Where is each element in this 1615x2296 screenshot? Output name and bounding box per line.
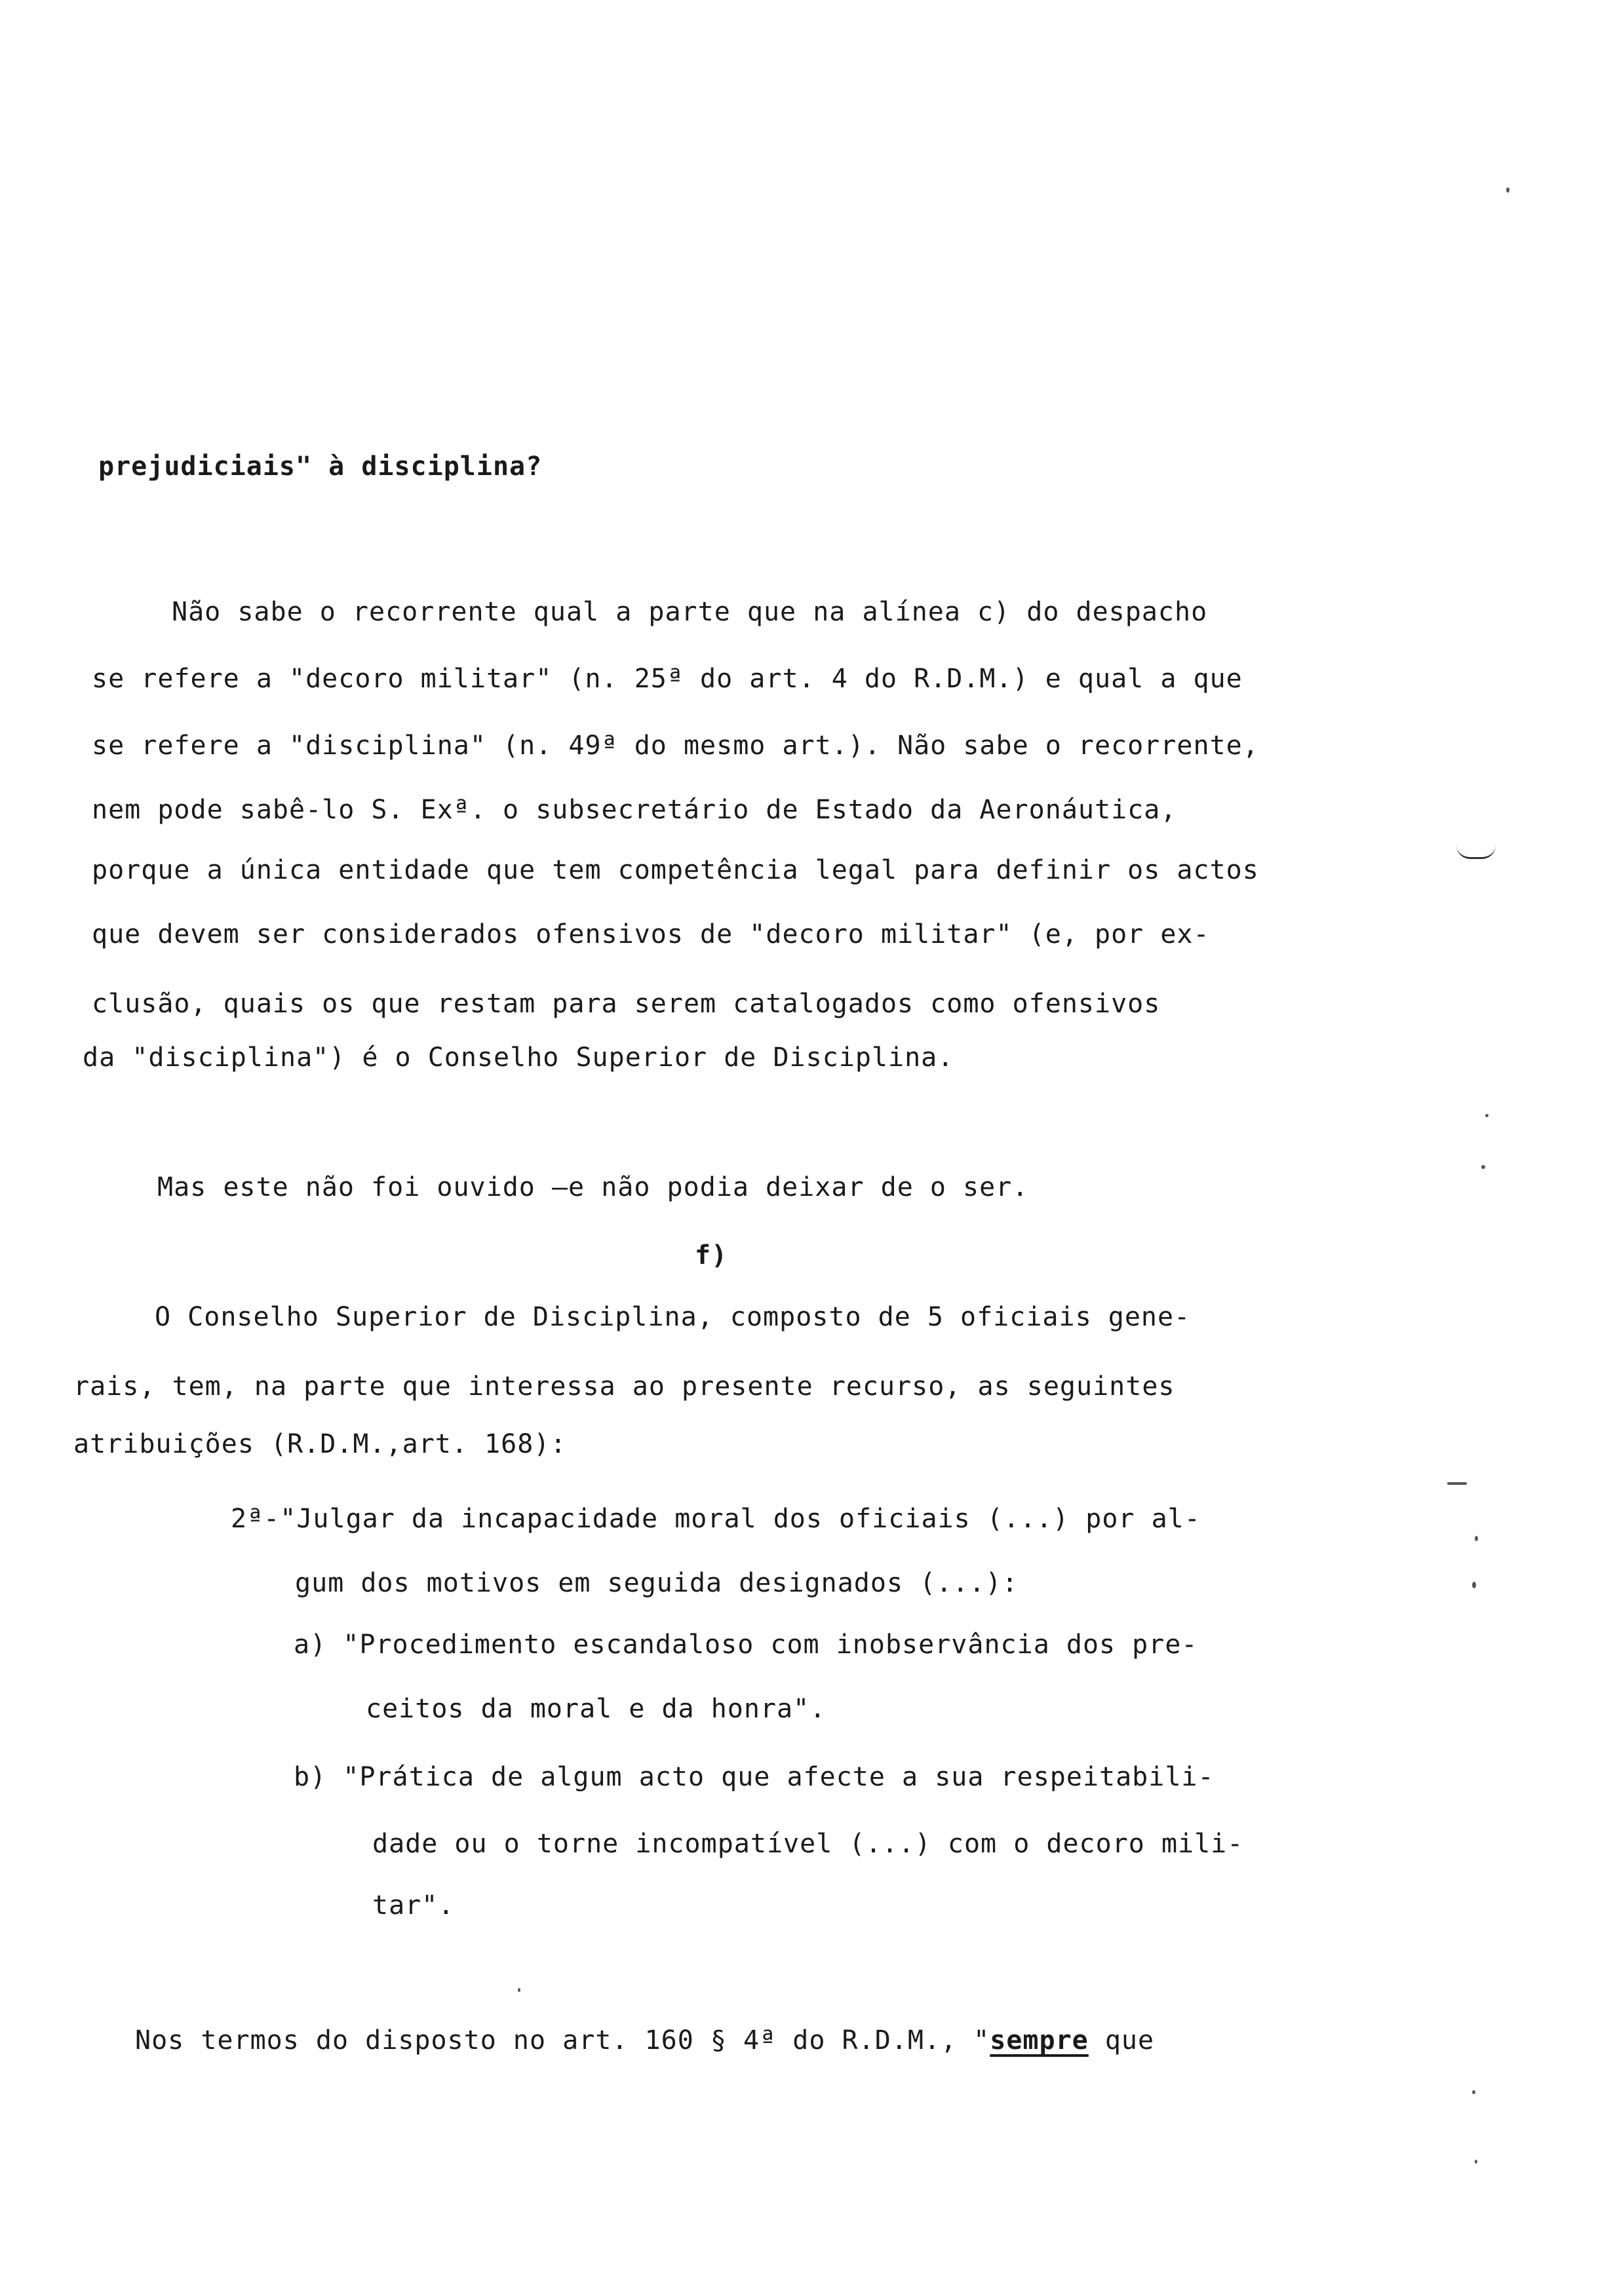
- paragraph-4-pre: Nos termos do disposto no art. 160 § 4ª do R.D.M., ": [135, 2025, 990, 2056]
- paragraph-1-line-7: clusão, quais os que restam para serem catalogados como ofensivos: [92, 989, 1161, 1019]
- scan-speck: [1472, 2090, 1475, 2094]
- item-b-line-1: b) "Prática de algum acto que afecte a sua respeitabili-: [294, 1762, 1215, 1792]
- opening-line: prejudiciais" à disciplina?: [98, 451, 543, 482]
- scan-speck: [518, 1988, 520, 1992]
- paragraph-1-line-8: da "disciplina") é o Conselho Superior de Disciplina.: [83, 1043, 954, 1073]
- paragraph-4-underlined: sempre: [990, 2025, 1089, 2056]
- paragraph-4-post: que: [1088, 2025, 1155, 2056]
- paragraph-1-line-5: porque a única entidade que tem competência legal para definir os actos: [92, 855, 1259, 885]
- item-a-line-2: ceitos da moral e da honra".: [366, 1694, 827, 1724]
- item-b-line-2: dade ou o torne incompatível (...) com o decoro mili-: [372, 1829, 1244, 1859]
- item-2-line-1: 2ª-"Julgar da incapacidade moral dos oficiais (...) por al-: [231, 1504, 1201, 1534]
- margin-arc-mark: [1456, 845, 1496, 859]
- paragraph-1-line-6: que devem ser considerados ofensivos de "decoro militar" (e, por ex-: [92, 919, 1210, 949]
- scan-speck: [1472, 1582, 1476, 1588]
- paragraph-1-line-2: se refere a "decoro militar" (n. 25ª do art. 4 do R.D.M.) e qual a que: [92, 664, 1243, 694]
- paragraph-1-line-3: se refere a "disciplina" (n. 49ª do mesmo art.). Não sabe o recorrente,: [92, 731, 1259, 761]
- scan-speck: [1481, 1165, 1485, 1169]
- paragraph-3-line-2: rais, tem, na parte que interessa ao presente recurso, as seguintes: [73, 1371, 1175, 1402]
- scan-speck: [1475, 2160, 1477, 2164]
- paragraph-1-line-1: Não sabe o recorrente qual a parte que na alínea c) do despacho: [172, 597, 1208, 627]
- item-2-line-2: gum dos motivos em seguida designados (...):: [295, 1568, 1019, 1598]
- scan-speck: [1447, 1482, 1467, 1485]
- item-a-line-1: a) "Procedimento escandaloso com inobservância dos pre-: [294, 1630, 1198, 1660]
- paragraph-3-line-1: O Conselho Superior de Disciplina, composto de 5 oficiais gene-: [155, 1302, 1191, 1332]
- scan-speck: [1485, 1114, 1489, 1117]
- paragraph-1-line-4: nem pode sabê-lo S. Exª. o subsecretário de Estado da Aeronáutica,: [92, 795, 1177, 825]
- paragraph-4-line-1: [135, 2023, 1154, 2057]
- item-b-line-3: tar".: [372, 1890, 455, 1921]
- paragraph-3-line-3: atribuições (R.D.M.,art. 168):: [73, 1429, 567, 1459]
- paragraph-2-line-1: Mas este não foi ouvido —e não podia deixar de o ser.: [157, 1172, 1029, 1202]
- section-marker: f): [695, 1240, 728, 1271]
- scan-speck: [1506, 187, 1509, 193]
- scan-speck: [1475, 1536, 1478, 1541]
